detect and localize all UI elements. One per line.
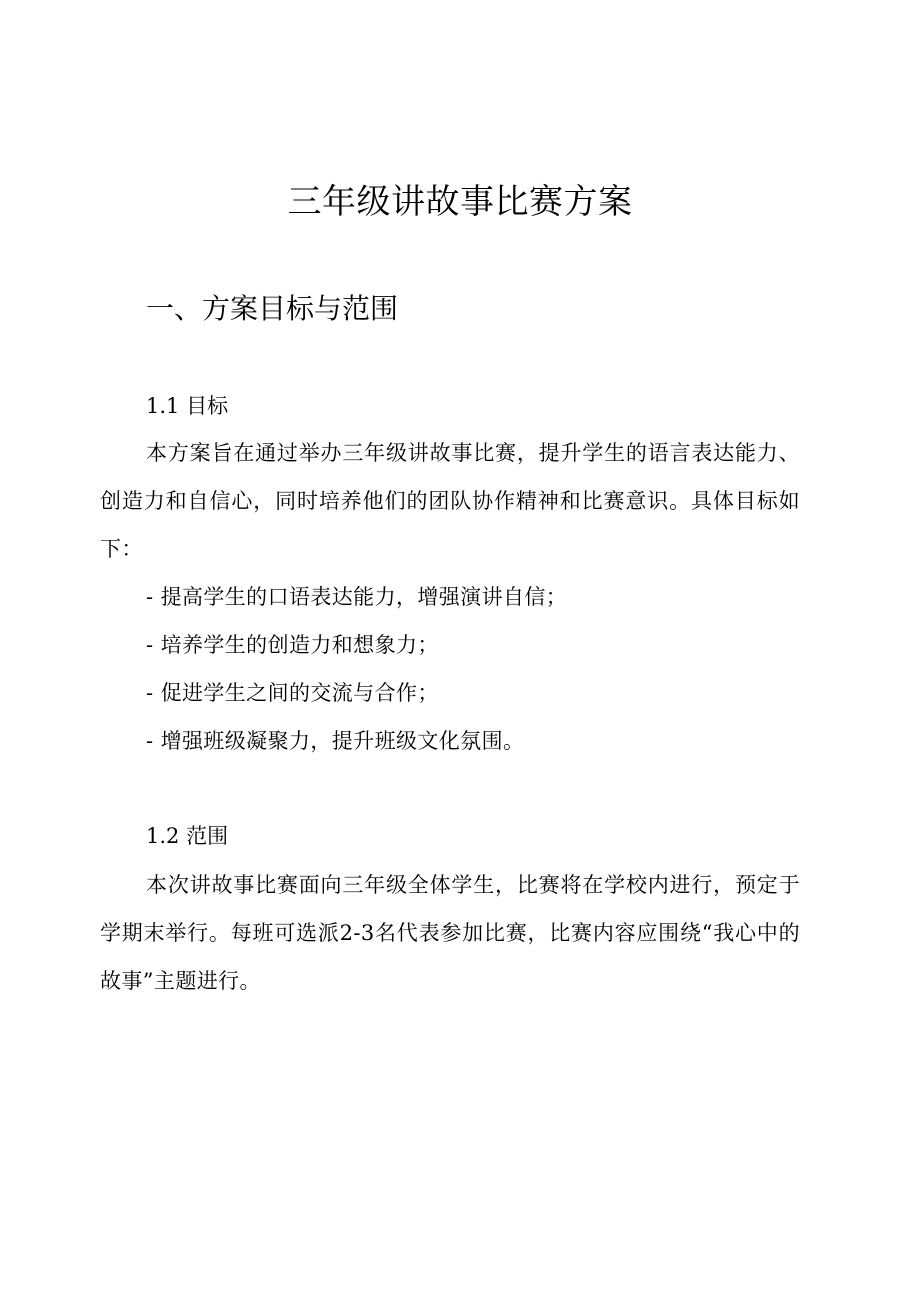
goal-bullet-item: - 增强班级凝聚力，提升班级文化氛围。 — [146, 729, 525, 753]
goal-bullet-item: - 提高学生的口语表达能力，增强演讲自信； — [146, 585, 568, 609]
goal-paragraph: 本方案旨在通过举办三年级讲故事比赛，提升学生的语言表达能力、创造力和自信心，同时培养他们的团队协作精神和比赛意识。具体目标如下： — [100, 441, 800, 561]
subheading-scope: 1.2 范围 — [146, 824, 229, 848]
goal-bullet-item: - 培养学生的创造力和想象力； — [146, 633, 439, 657]
scope-paragraph: 本次讲故事比赛面向三年级全体学生，比赛将在学校内进行，预定于学期末举行。每班可选派2-3名代表参加比赛，比赛内容应围绕“我心中的故事”主题进行。 — [100, 873, 800, 993]
subheading-goal: 1.1 目标 — [146, 394, 229, 418]
section-heading-goals-scope: 一、方案目标与范围 — [146, 292, 399, 325]
document-title: 三年级讲故事比赛方案 — [287, 182, 633, 222]
goal-bullet-item: - 促进学生之间的交流与合作； — [146, 681, 439, 705]
